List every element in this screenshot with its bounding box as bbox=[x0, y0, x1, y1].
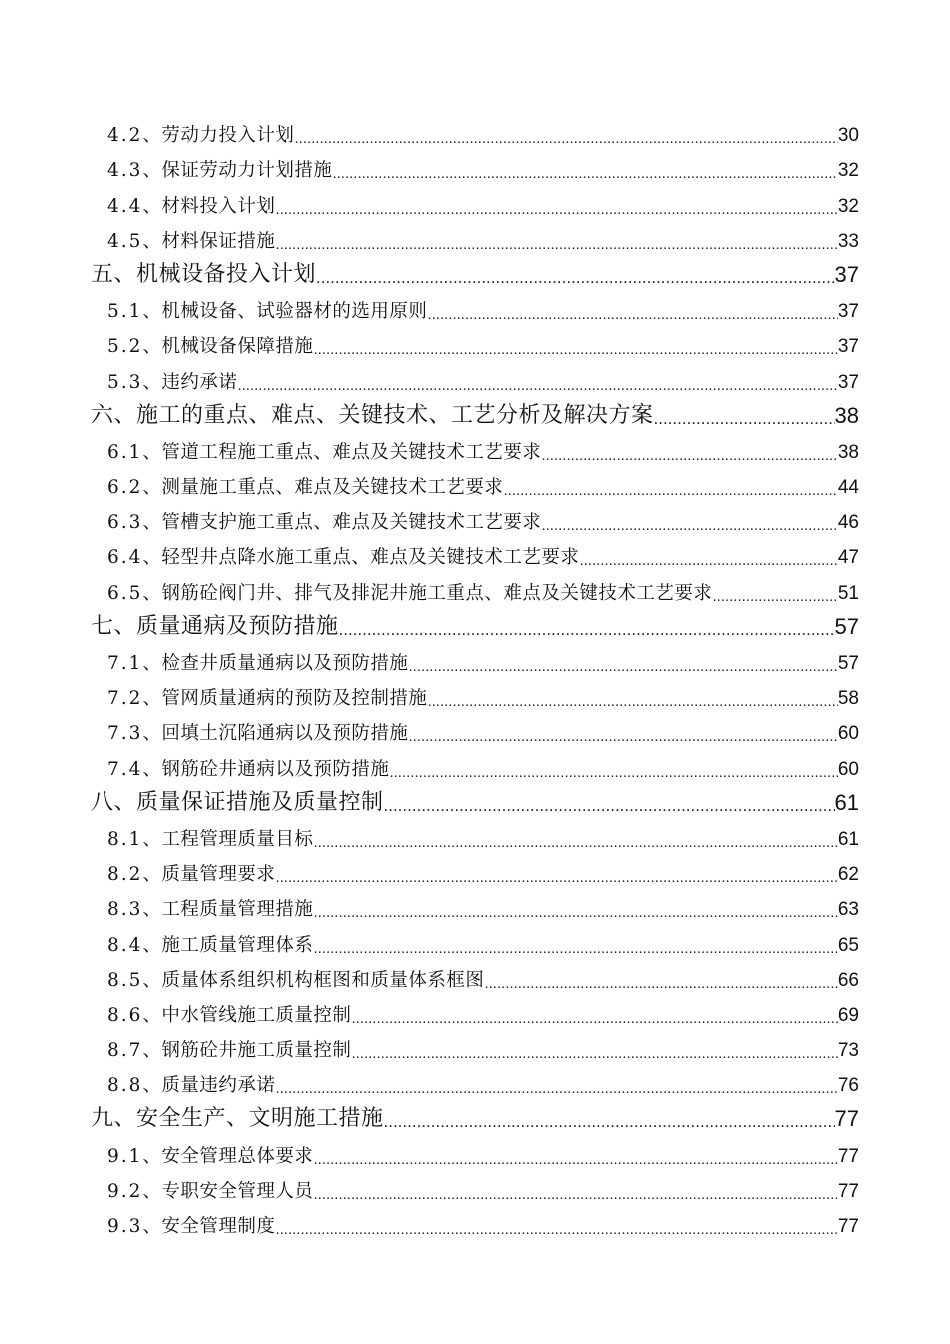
toc-entry[interactable] bbox=[0, 1136, 950, 1171]
toc-entry[interactable] bbox=[0, 644, 950, 679]
toc-entry-title: 、回填土沉陷通病以及预防措施 bbox=[142, 723, 409, 745]
toc-dot-leader bbox=[332, 165, 837, 186]
toc-page-number: 77 bbox=[834, 1106, 859, 1132]
toc-entry[interactable] bbox=[0, 714, 950, 749]
toc-entry-number: 7.1 bbox=[107, 653, 143, 674]
toc-entry-number: 8.4 bbox=[107, 934, 143, 956]
toc-page-number: 77 bbox=[837, 1180, 859, 1202]
toc-entry-title: 、工程管理质量目标 bbox=[142, 828, 314, 850]
toc-page-number: 37 bbox=[837, 301, 859, 323]
toc-entry-number: 8.1 bbox=[107, 828, 143, 850]
toc-dot-leader bbox=[294, 130, 837, 151]
toc-dot-leader bbox=[351, 1010, 837, 1031]
toc-dot-leader bbox=[408, 728, 837, 749]
toc-page-number: 46 bbox=[837, 512, 859, 534]
toc-page-number: 60 bbox=[837, 758, 859, 780]
toc-entry-title: 、材料保证措施 bbox=[142, 230, 276, 252]
toc-dot-leader bbox=[503, 482, 837, 503]
toc-entry[interactable] bbox=[0, 468, 950, 503]
toc-entry[interactable] bbox=[0, 820, 950, 855]
toc-entry[interactable] bbox=[0, 961, 950, 996]
toc-page-number: 37 bbox=[837, 336, 859, 358]
toc-dot-leader bbox=[351, 1045, 837, 1066]
toc-page-number: 44 bbox=[837, 477, 859, 499]
toc-entry-title: 、专职安全管理人员 bbox=[142, 1180, 314, 1202]
toc-chapter-entry[interactable] bbox=[0, 1101, 950, 1136]
toc-entry-number: 5.1 bbox=[107, 301, 143, 323]
toc-page-number: 32 bbox=[837, 160, 859, 182]
toc-dot-leader bbox=[275, 1080, 837, 1101]
toc-chapter-entry[interactable] bbox=[0, 257, 950, 292]
toc-entry-title: 、保证劳动力计划措施 bbox=[142, 160, 333, 182]
toc-dot-leader bbox=[384, 1112, 835, 1136]
toc-entry[interactable] bbox=[0, 573, 950, 608]
toc-entry[interactable] bbox=[0, 1207, 950, 1242]
toc-entry[interactable] bbox=[0, 116, 950, 151]
toc-page-number: 57 bbox=[837, 653, 859, 674]
toc-entry-number: 5.3 bbox=[107, 371, 143, 393]
toc-entry-title: 、检查井质量通病以及预防措施 bbox=[142, 653, 409, 674]
toc-entry-title: 、钢筋砼阀门井、排气及排泥井施工重点、难点及关键技术工艺要求 bbox=[142, 582, 713, 604]
toc-dot-leader bbox=[275, 869, 837, 890]
toc-entry-title: 、安全管理制度 bbox=[142, 1216, 276, 1237]
toc-dot-leader bbox=[427, 693, 837, 714]
toc-page-number: 69 bbox=[837, 1004, 859, 1026]
toc-entry-number: 8.8 bbox=[107, 1075, 143, 1097]
toc-entry-title: 、中水管线施工质量控制 bbox=[142, 1004, 352, 1026]
toc-entry[interactable] bbox=[0, 1066, 950, 1101]
toc-entry-title: 、钢筋砼井通病以及预防措施 bbox=[142, 758, 390, 780]
toc-entry[interactable] bbox=[0, 186, 950, 221]
toc-entry-number: 9.1 bbox=[107, 1145, 143, 1167]
toc-entry-title: 、质量违约承诺 bbox=[142, 1075, 276, 1097]
toc-dot-leader bbox=[313, 834, 837, 855]
toc-entry-title: 、质量体系组织机构框图和质量体系框图 bbox=[142, 969, 485, 991]
toc-dot-leader bbox=[313, 341, 837, 362]
toc-page-number: 60 bbox=[837, 723, 859, 745]
toc-dot-leader bbox=[275, 236, 837, 257]
toc-entry-title: 、钢筋砼井施工质量控制 bbox=[142, 1040, 352, 1062]
toc-dot-leader bbox=[275, 1221, 837, 1242]
toc-entry-number: 8.6 bbox=[107, 1004, 143, 1026]
toc-entry-number: 6.5 bbox=[107, 582, 143, 604]
toc-entry-title: 、机械设备保障措施 bbox=[142, 336, 314, 358]
toc-entry[interactable] bbox=[0, 679, 950, 714]
toc-page-number: 63 bbox=[837, 899, 859, 921]
toc-dot-leader bbox=[389, 764, 837, 785]
toc-dot-leader bbox=[541, 517, 837, 538]
toc-dot-leader bbox=[313, 904, 837, 925]
toc-dot-leader bbox=[579, 552, 837, 573]
toc-chapter-entry[interactable] bbox=[0, 398, 950, 433]
toc-page-number: 47 bbox=[837, 547, 859, 569]
toc-dot-leader bbox=[654, 409, 835, 433]
toc-entry-title: 、工程质量管理措施 bbox=[142, 899, 314, 921]
toc-dot-leader bbox=[408, 658, 837, 679]
toc-entry-title: 、质量管理要求 bbox=[142, 864, 276, 886]
toc-dot-leader bbox=[712, 588, 837, 609]
toc-dot-leader bbox=[484, 975, 837, 996]
toc-dot-leader bbox=[384, 796, 835, 820]
toc-chapter-entry[interactable] bbox=[0, 609, 950, 644]
toc-entry[interactable] bbox=[0, 538, 950, 573]
toc-page-number: 32 bbox=[837, 195, 859, 217]
toc-entry-title: 、劳动力投入计划 bbox=[142, 125, 295, 147]
toc-entry-title: 、违约承诺 bbox=[142, 371, 238, 393]
toc-page-number: 61 bbox=[834, 789, 859, 815]
toc-dot-leader bbox=[313, 1186, 837, 1207]
toc-page-number: 73 bbox=[837, 1040, 859, 1062]
toc-entry-number: 7.2 bbox=[107, 688, 143, 710]
toc-page-number: 58 bbox=[837, 688, 859, 710]
toc-page-number: 37 bbox=[834, 261, 859, 287]
toc-entry[interactable] bbox=[0, 503, 950, 538]
toc-entry-number: 6.1 bbox=[107, 441, 143, 463]
toc-entry[interactable] bbox=[0, 890, 950, 925]
toc-entry[interactable] bbox=[0, 362, 950, 397]
toc-dot-leader bbox=[427, 306, 837, 327]
toc-page-number: 62 bbox=[837, 864, 859, 886]
toc-entry-title: 、轻型井点降水施工重点、难点及关键技术工艺要求 bbox=[142, 547, 580, 569]
toc-entry-number: 4.3 bbox=[107, 160, 143, 182]
toc-page-number: 61 bbox=[837, 828, 859, 850]
toc-entry-title: 、材料投入计划 bbox=[142, 195, 276, 217]
toc-entry[interactable] bbox=[0, 925, 950, 960]
toc-page-number: 76 bbox=[837, 1075, 859, 1097]
toc-entry-title: 、测量施工重点、难点及关键技术工艺要求 bbox=[142, 477, 504, 499]
toc-entry[interactable] bbox=[0, 855, 950, 890]
toc-entry-number: 7.4 bbox=[107, 758, 143, 780]
toc-entry-title: 、管网质量通病的预防及控制措施 bbox=[142, 688, 428, 710]
toc-dot-leader bbox=[313, 1151, 837, 1172]
toc-page-number: 30 bbox=[837, 125, 859, 147]
toc-entry[interactable] bbox=[0, 749, 950, 784]
toc-entry-number: 9.2 bbox=[107, 1180, 143, 1202]
toc-dot-leader bbox=[339, 620, 835, 644]
toc-chapter-title: 六、施工的重点、难点、关键技术、工艺分析及解决方案 bbox=[91, 402, 654, 428]
toc-entry-number: 8.7 bbox=[107, 1040, 143, 1062]
toc-chapter-title: 七、质量通病及预防措施 bbox=[91, 613, 339, 639]
toc-page-number: 51 bbox=[837, 582, 859, 604]
toc-entry-number: 5.2 bbox=[107, 336, 143, 358]
toc-entry[interactable] bbox=[0, 222, 950, 257]
toc-entry[interactable] bbox=[0, 996, 950, 1031]
toc-chapter-title: 九、安全生产、文明施工措施 bbox=[91, 1106, 384, 1132]
toc-page-number: 77 bbox=[837, 1145, 859, 1167]
toc-dot-leader bbox=[237, 377, 837, 398]
toc-entry-number: 6.4 bbox=[107, 547, 143, 569]
toc-entry-number: 8.5 bbox=[107, 969, 143, 991]
toc-entry[interactable] bbox=[0, 151, 950, 186]
toc-page-number: 38 bbox=[834, 402, 859, 428]
toc-page-number: 37 bbox=[837, 371, 859, 393]
toc-entry-number: 6.3 bbox=[107, 512, 143, 534]
toc-entry[interactable] bbox=[0, 292, 950, 327]
toc-chapter-entry[interactable] bbox=[0, 785, 950, 820]
toc-chapter-title: 八、质量保证措施及质量控制 bbox=[91, 789, 384, 815]
toc-entry[interactable] bbox=[0, 327, 950, 362]
toc-entry-title: 、机械设备、试验器材的选用原则 bbox=[142, 301, 428, 323]
toc-entry-number: 4.2 bbox=[107, 125, 143, 147]
toc-dot-leader bbox=[541, 447, 837, 468]
toc-page-number: 65 bbox=[837, 934, 859, 956]
toc-entry-title: 、管槽支护施工重点、难点及关键技术工艺要求 bbox=[142, 512, 542, 534]
toc-entry-title: 、施工质量管理体系 bbox=[142, 934, 314, 956]
toc-entry-number: 4.5 bbox=[107, 230, 143, 252]
toc-page-number: 33 bbox=[837, 230, 859, 252]
toc-entry-number: 9.3 bbox=[107, 1216, 143, 1237]
toc-entry[interactable] bbox=[0, 1031, 950, 1066]
toc-dot-leader bbox=[316, 268, 835, 292]
toc-page-number: 57 bbox=[834, 613, 859, 639]
toc-entry-number: 8.2 bbox=[107, 864, 143, 886]
toc-entry-number: 4.4 bbox=[107, 195, 143, 217]
toc-chapter-title: 五、机械设备投入计划 bbox=[91, 261, 317, 287]
toc-dot-leader bbox=[313, 940, 837, 961]
toc-entry[interactable] bbox=[0, 433, 950, 468]
toc-page-number: 77 bbox=[837, 1216, 859, 1237]
toc-entry[interactable] bbox=[0, 1172, 950, 1207]
toc-entry-number: 8.3 bbox=[107, 899, 143, 921]
toc-page-number: 66 bbox=[837, 969, 859, 991]
toc-entry-number: 6.2 bbox=[107, 477, 143, 499]
toc-dot-leader bbox=[275, 201, 837, 222]
toc-entry-title: 、管道工程施工重点、难点及关键技术工艺要求 bbox=[142, 441, 542, 463]
toc-page-number: 38 bbox=[837, 441, 859, 463]
toc-entry-number: 7.3 bbox=[107, 723, 143, 745]
table-of-contents bbox=[0, 116, 950, 1242]
toc-entry-title: 、安全管理总体要求 bbox=[142, 1145, 314, 1167]
